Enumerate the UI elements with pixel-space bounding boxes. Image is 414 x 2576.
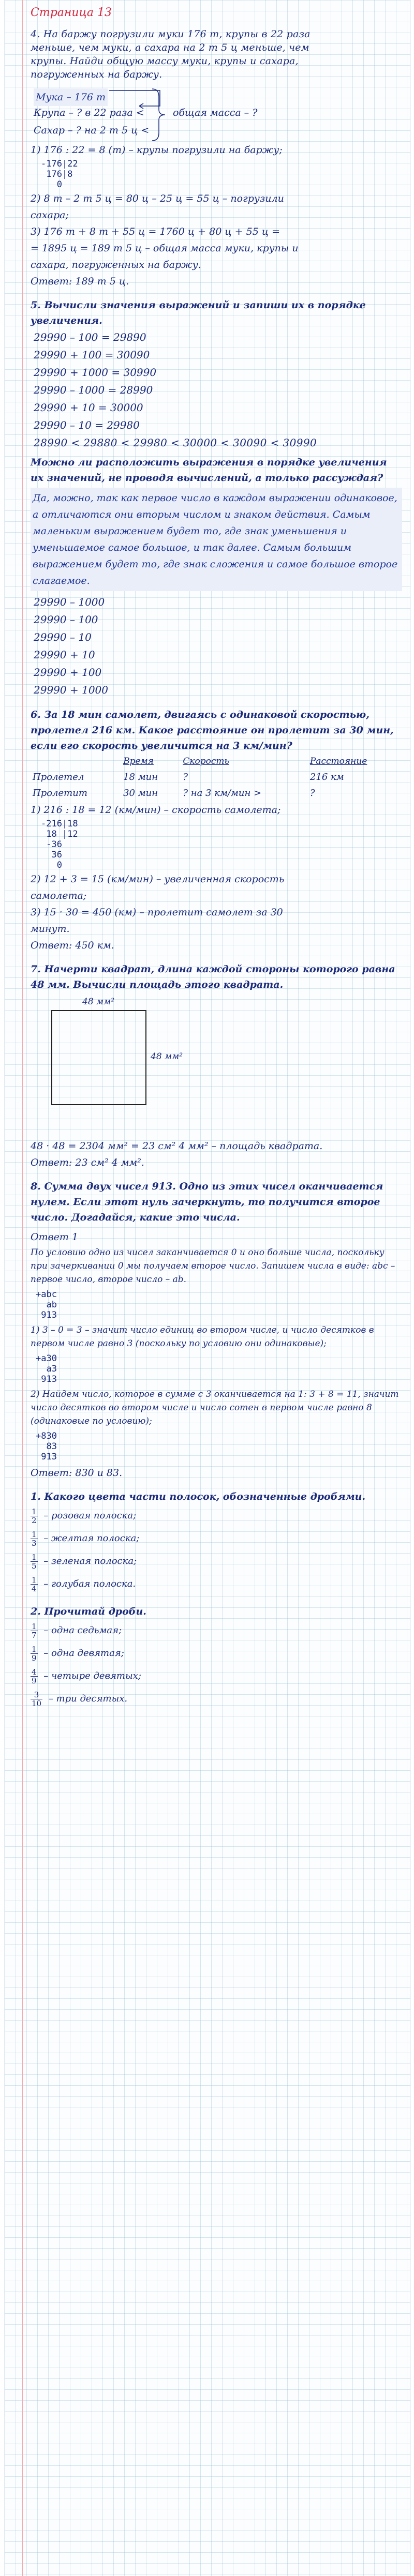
task-7 [31,961,402,1170]
fraction-denominator: 7 [32,1630,37,1640]
square-shape [51,1010,146,1105]
cond-total: общая масса – ? [173,107,258,118]
fraction-row-4 [31,1688,402,1710]
task-7-heading: 7. Начерти квадрат, длина каждой стороны которого равна 48 мм. Вычисли площадь этого квадрата. [31,963,395,990]
task-8-paragraph-1: По условию одно из чисел заканчивается 0 и оно больше числа, поскольку при зачеркивании 0 мы получаем второе число. Запишем числа в виде: abc – первое число, второе число – ab. [31,1247,395,1285]
fraction [31,1576,38,1593]
fraction-text: – одна седьмая; [43,1625,122,1636]
task-5-reasoning: Да, можно, так как первое число в каждом выражении одинаковое, а отличаются они вторым числом и знаком действия. Самым маленьким выражением будет то, где знак уменьшения и уменьшаемое самое большое, и так далее. Самым большим выражением будет то, где знак сложения и самое большое второе слагаемое. [31,488,402,591]
fraction-numerator: 1 [32,1575,37,1585]
task-5-calc-4: 29990 – 1000 = 28990 [34,384,153,396]
task-4-step-3a: 3) 176 т + 8 т + 55 ц = 1760 ц + 80 ц + 55 ц = [31,226,280,237]
table-header-speed: Скорость [183,756,229,766]
fraction-row-1 [31,1619,402,1642]
fraction-numerator: 1 [32,1552,37,1562]
fraction-text: – зеленая полоска; [43,1556,137,1566]
table-row-2-speed: ? на 3 км/мин > [183,788,262,799]
task-6-step-3a: 3) 15 · 30 = 450 (км) – пролетит самолет за 30 [31,907,283,918]
fraction-numerator: 1 [32,1529,37,1539]
task-4 [31,27,402,289]
task-5-sorted-1: 29990 – 1000 [34,596,105,608]
task-4-line-2: меньше, чем муки, а сахара на 2 т 5 ц меньше, чем [31,42,309,53]
task-8-column-2: +a30 a3 913 [36,1353,57,1384]
fraction-denominator: 10 [32,1698,42,1708]
task-6-long-division: -216|18 18 |12 -36 36 0 [41,819,78,870]
task-4-condition [31,81,402,141]
fraction-numerator: 1 [32,1507,37,1516]
fraction [31,1691,42,1708]
square-top-label: 48 мм² [82,997,115,1007]
table-row-1-time: 18 мин [123,772,158,782]
task-5-sorted-5: 29990 + 100 [34,666,102,679]
task-6-step-1: 1) 216 : 18 = 12 (км/мин) – скорость самолета; [31,804,281,816]
task-4-step-3c: сахара, погруженных на баржу. [31,259,201,270]
task-1-heading: 1. Какого цвета части полосок, обозначенные дробями. [31,1491,366,1502]
fraction-denominator: 2 [32,1515,37,1525]
fraction-row-3 [31,1550,402,1573]
task-7-answer: Ответ: 23 см² 4 мм². [31,1157,144,1168]
fraction [31,1508,38,1525]
task-4-line-3: крупы. Найди общую массу муки, крупы и сахара, [31,55,299,67]
task-5-heading: 5. Вычисли значения выражений и запиши их в порядке увеличения. [31,299,366,326]
task-6-heading: 6. За 18 мин самолет, двигаясь с одинаковой скоростью, пролетел 216 км. Какое расстояние он пролетит за 30 мин, если его скорость увеличится на 3 км/мин? [31,709,394,751]
task-5-question: Можно ли расположить выражения в порядке увеличения их значений, не проводя вычислений, а только рассуждая? [31,457,387,484]
task-5-sorted-2: 29990 – 100 [34,613,98,626]
task-5-calc-1: 29990 – 100 = 29890 [34,331,146,343]
fraction-text: – одна девятая; [43,1648,124,1659]
task-4-long-division: -176|22 176|8 0 [41,159,78,190]
task-8-answer: Ответ: 830 и 83. [31,1467,123,1479]
task-5-order: 28990 < 29880 < 29980 < 30000 < 30090 < 30990 [34,436,317,449]
task-8-column-3: +830 83 913 [36,1431,57,1462]
fraction-text: – голубая полоска. [43,1578,136,1589]
task-5-calc-3: 29990 + 1000 = 30990 [34,366,157,379]
fraction-denominator: 4 [32,1584,37,1593]
cond-grain: Крупа – ? в 22 раза < [34,107,144,118]
fraction-row-2 [31,1642,402,1665]
fraction-text: – розовая полоска; [43,1510,137,1521]
fraction [31,1553,38,1570]
table-row-2-label: Пролетит [33,788,87,799]
table-row-2-time: 30 мин [123,788,158,799]
fraction [31,1530,38,1547]
task-5 [31,297,402,699]
fraction-row-4 [31,1573,402,1595]
page-title: Страница 13 [31,6,112,19]
task-4-step-3b: = 1895 ц = 189 т 5 ц – общая масса муки, крупы и [31,243,299,254]
fraction-denominator: 3 [32,1538,37,1548]
fraction-numerator: 3 [31,1691,42,1699]
task-5-calc-6: 29990 – 10 = 29980 [34,419,140,431]
table-row-1-speed: ? [183,772,188,782]
notebook-page [4,0,411,2576]
fraction-numerator: 4 [32,1667,37,1677]
table-row-2-distance: ? [309,788,315,799]
fraction-denominator: 5 [32,1561,37,1571]
task-2 [31,1604,402,1710]
task-4-answer: Ответ: 189 т 5 ц. [31,276,129,287]
fraction-text: – четыре девятых; [43,1670,141,1681]
task-8-column-1: +abc ab 913 [36,1289,57,1320]
task-4-step-1: 1) 176 : 22 = 8 (т) – крупы погрузили на баржу; [31,144,283,156]
fraction-numerator: 1 [32,1621,37,1631]
task-6-step-3b: минут. [31,923,70,935]
task-6-table [31,754,402,801]
task-8-answer-label: Ответ 1 [31,1231,79,1243]
task-7-calc: 48 · 48 = 2304 мм² = 23 см² 4 мм² – площадь квадрата. [31,1140,323,1152]
table-header-time: Время [123,756,154,766]
task-8 [31,1179,402,1481]
task-6 [31,707,402,953]
fraction-row-1 [31,1504,402,1527]
fraction-denominator: 9 [32,1653,37,1663]
task-2-heading: 2. Прочитай дроби. [31,1606,146,1617]
task-8-paragraph-2: 1) 3 – 0 = 3 – значит число единиц во втором числе, и число десятков в первом числе равно 3 (поскольку по условию они одинаковые); [31,1325,374,1349]
task-8-paragraph-3: 2) Найдем число, которое в сумме с 3 оканчивается на 1: 3 + 8 = 11, значит число десятков во втором числе и число сотен в первом числе равно 8 (одинаковые по условию); [31,1389,399,1426]
cond-flour: Мука – 176 т [34,88,108,106]
fraction [31,1645,38,1662]
fraction-denominator: 9 [32,1676,37,1685]
task-5-sorted-6: 29990 + 1000 [34,684,108,696]
task-6-step-2a: 2) 12 + 3 = 15 (км/мин) – увеличенная скорость [31,873,285,885]
task-6-answer: Ответ: 450 км. [31,940,114,951]
cond-sugar: Сахар – ? на 2 т 5 ц < [34,125,150,136]
task-5-sorted-3: 29990 – 10 [34,631,92,643]
page-content [5,0,410,1721]
task-5-sorted-4: 29990 + 10 [34,649,95,661]
table-header-distance: Расстояние [309,756,367,766]
task-1 [31,1489,402,1595]
fraction-numerator: 1 [32,1644,37,1654]
task-6-step-2b: самолета; [31,890,87,901]
square-drawing [31,992,402,1137]
task-4-step-2b: сахара; [31,209,69,221]
task-5-calc-5: 29990 + 10 = 30000 [34,401,143,414]
fraction-row-3 [31,1665,402,1688]
task-4-line-1: 4. На баржу погрузили муки 176 т, крупы в 22 раза [31,28,310,40]
fraction [31,1668,38,1685]
arrow-icon [108,85,165,111]
task-8-heading: 8. Сумма двух чисел 913. Одно из этих чисел оканчивается нулем. Если этот нуль зачеркнуть, то получится второе число. Догадайся, какие это числа. [31,1181,383,1223]
table-row-1-distance: 216 км [309,772,344,782]
fraction-text: – три десятых. [48,1693,128,1704]
fraction [31,1622,38,1639]
fraction-text: – желтая полоска; [43,1533,140,1544]
task-4-line-4: погруженных на баржу. [31,69,162,80]
task-5-calc-2: 29990 + 100 = 30090 [34,349,150,361]
table-row-1-label: Пролетел [33,772,84,782]
task-4-step-2a: 2) 8 т – 2 т 5 ц = 80 ц – 25 ц = 55 ц – погрузили [31,193,284,204]
square-right-label: 48 мм² [151,1051,183,1062]
fraction-row-2 [31,1527,402,1550]
